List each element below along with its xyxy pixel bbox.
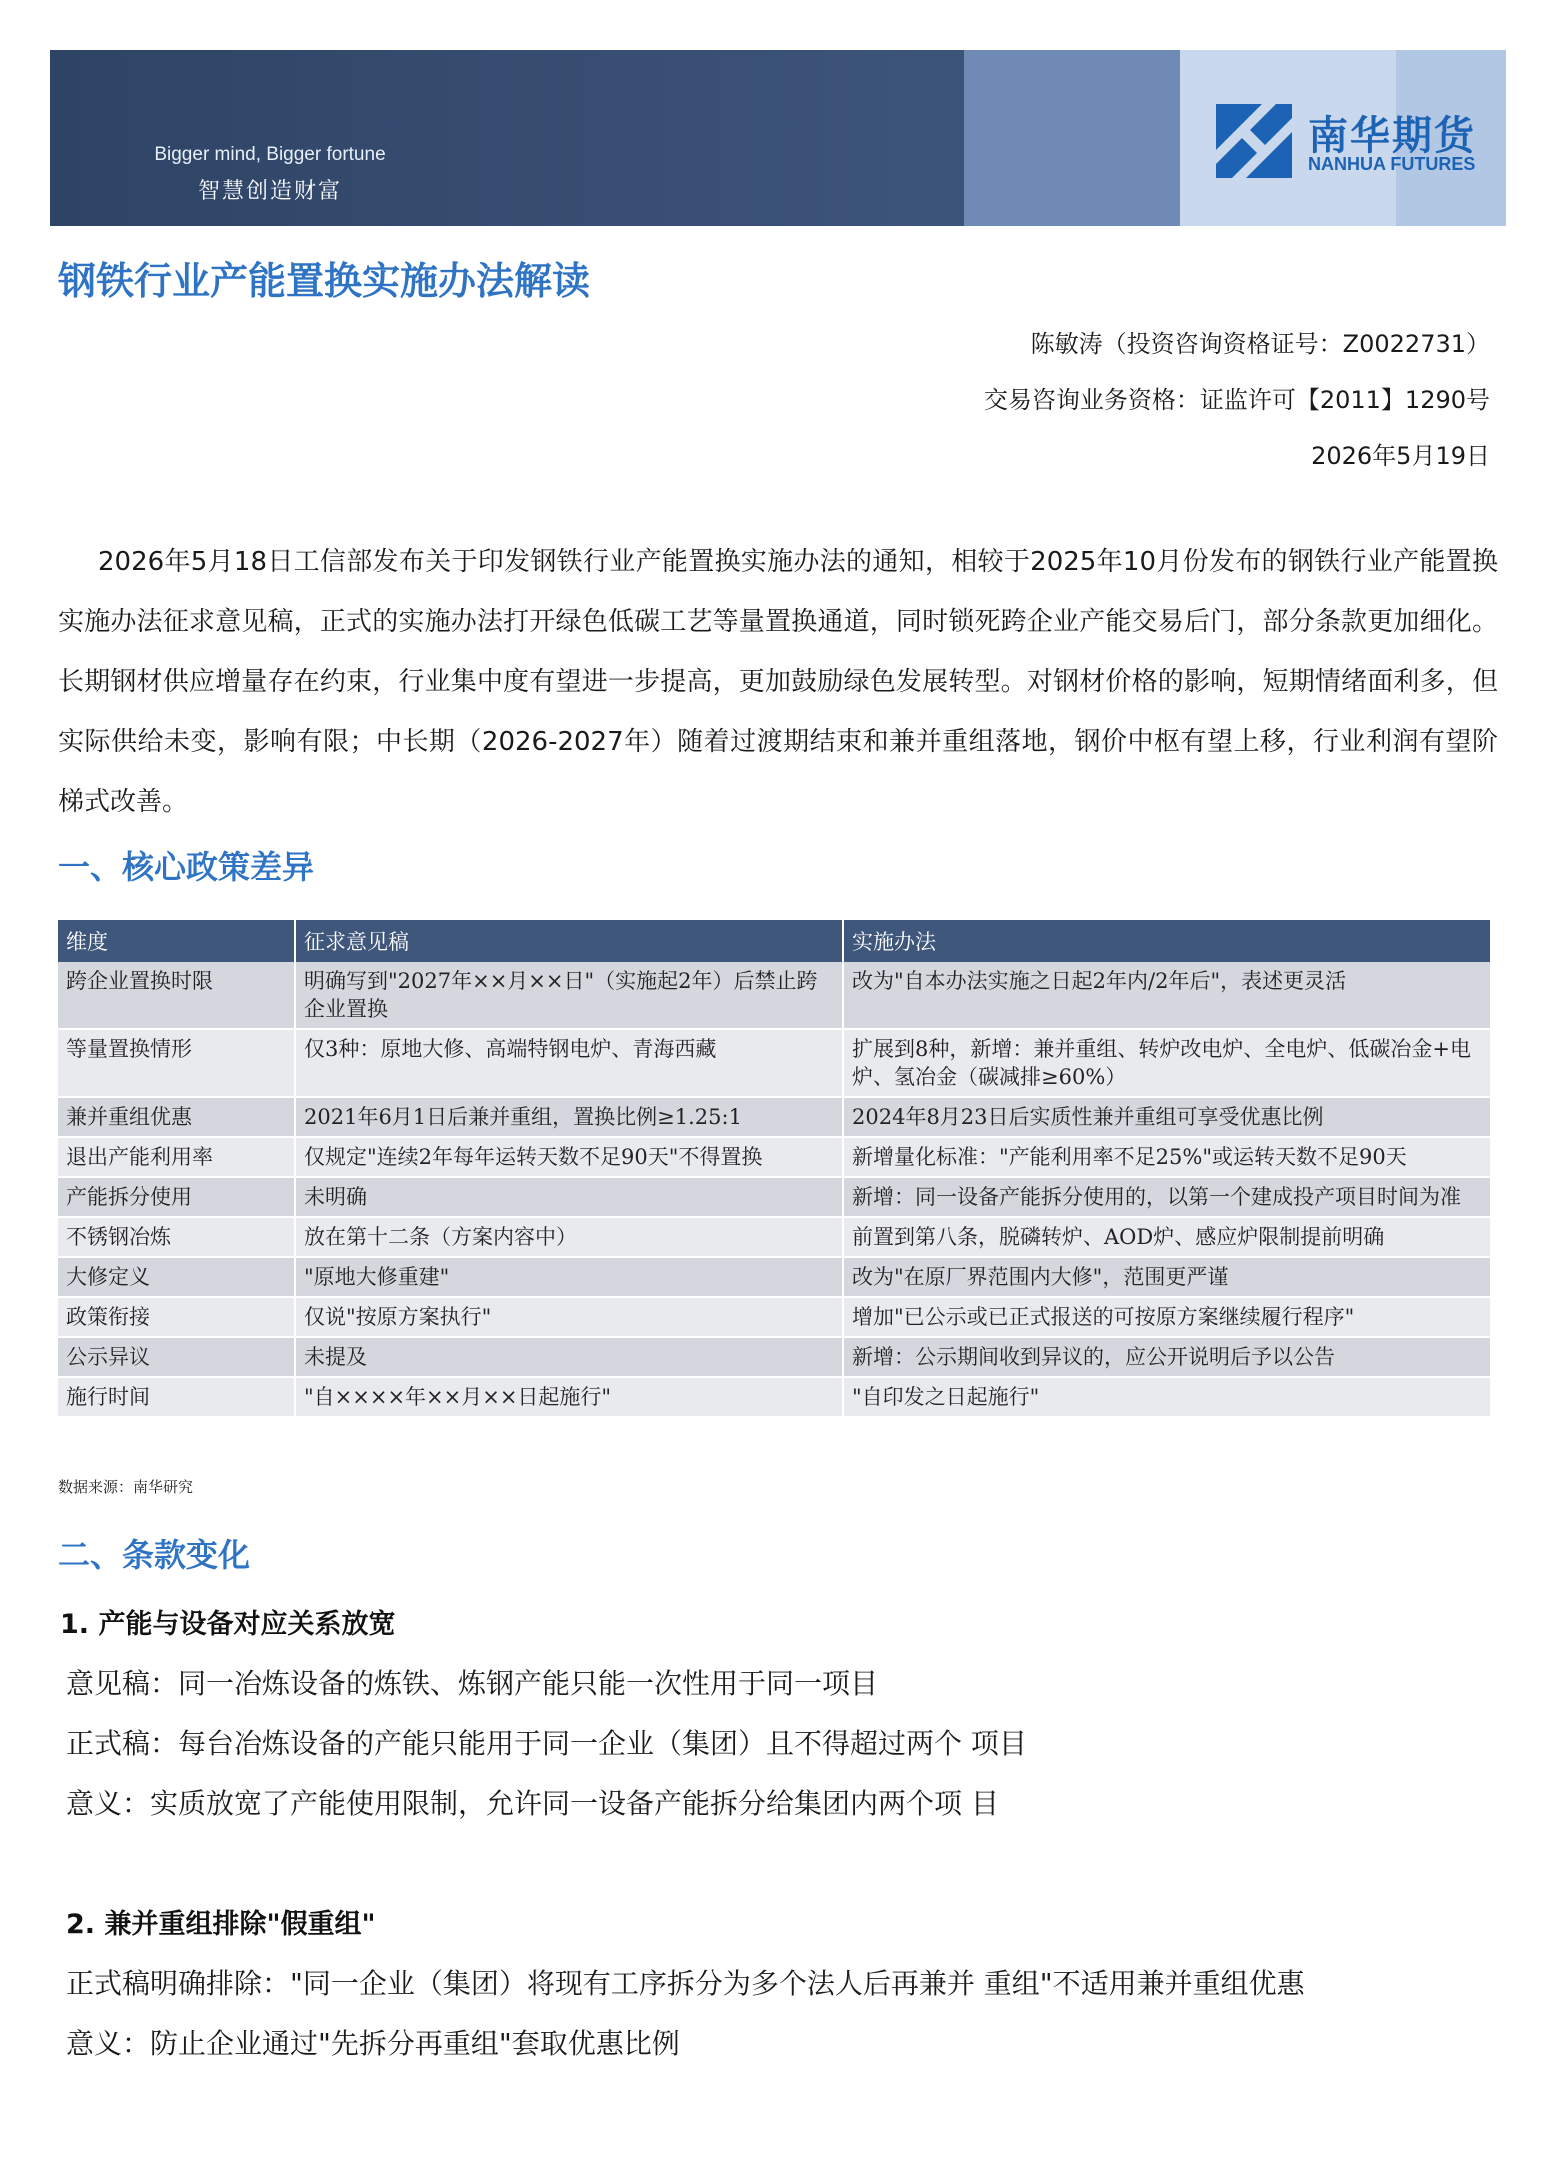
table-header-cell: 维度 bbox=[58, 920, 296, 962]
section-heading-clause-changes: 二、条款变化 bbox=[58, 1536, 251, 1574]
clause-2-final: 正式稿明确排除："同一企业（集团）将现有工序拆分为多个法人后再兼并 重组"不适用兼并重组优惠 bbox=[66, 1967, 1305, 2000]
table-cell: 增加"已公示或已正式报送的可按原方案继续履行程序" bbox=[844, 1298, 1492, 1338]
table-row bbox=[58, 1178, 1492, 1218]
table-cell: 新增：同一设备产能拆分使用的，以第一个建成投产项目时间为准 bbox=[844, 1178, 1492, 1218]
table-cell: 施行时间 bbox=[58, 1378, 296, 1418]
table-cell: 跨企业置换时限 bbox=[58, 962, 296, 1030]
table-row bbox=[58, 1298, 1492, 1338]
table-cell: 改为"自本办法实施之日起2年内/2年后"，表述更灵活 bbox=[844, 962, 1492, 1030]
table-header-cell: 征求意见稿 bbox=[296, 920, 844, 962]
intro-paragraph: 2026年5月18日工信部发布关于印发钢铁行业产能置换实施办法的通知，相较于2025年10月份发布的钢铁行业产能置换实施办法征求意见稿，正式的实施办法打开绿色低碳工艺等量置换通道，同时锁死跨企业产能交易后门，部分条款更加细化。长期钢材供应增量存在约束，行业集中度有望进一步提高，更加鼓励绿色发展转型。对钢材价格的影响，短期情绪面利多，但实际供给未变，影响有限；中长期（2026-2027年）随着过渡期结束和兼并重组落地，钢价中枢有望上移，行业利润有望阶梯式改善。 bbox=[58, 547, 1498, 817]
company-logo bbox=[1216, 104, 1516, 178]
table-cell: 2024年8月23日后实质性兼并重组可享受优惠比例 bbox=[844, 1098, 1492, 1138]
table-cell: 未提及 bbox=[296, 1338, 844, 1378]
data-source-note: 数据来源：南华研究 bbox=[58, 1478, 194, 1496]
table-cell: 仅3种：原地大修、高端特钢电炉、青海西藏 bbox=[296, 1030, 844, 1098]
section-heading-policy-differences: 一、核心政策差异 bbox=[58, 848, 315, 886]
clause-1-draft: 意见稿：同一冶炼设备的炼铁、炼钢产能只能一次性用于同一项目 bbox=[66, 1667, 879, 1700]
clause-2-title: 2. 兼并重组排除"假重组" bbox=[66, 1909, 376, 1940]
policy-comparison-table bbox=[58, 920, 1492, 1418]
banner-stripe bbox=[964, 50, 1180, 226]
clause-1-significance: 意义：实质放宽了产能使用限制，允许同一设备产能拆分给集团内两个项 目 bbox=[66, 1787, 999, 1820]
clause-1-final: 正式稿：每台冶炼设备的产能只能用于同一企业（集团）且不得超过两个 项目 bbox=[66, 1727, 1027, 1760]
table-row bbox=[58, 1338, 1492, 1378]
table-cell: 2021年6月1日后兼并重组，置换比例≥1.25:1 bbox=[296, 1098, 844, 1138]
header-banner bbox=[50, 50, 1506, 226]
table-cell: 大修定义 bbox=[58, 1258, 296, 1298]
license-line: 交易咨询业务资格：证监许可【2011】1290号 bbox=[983, 386, 1490, 414]
slogan-english: Bigger mind, Bigger fortune bbox=[154, 144, 386, 165]
table-cell: 公示异议 bbox=[58, 1338, 296, 1378]
table-header-cell: 实施办法 bbox=[844, 920, 1492, 962]
table-cell: 未明确 bbox=[296, 1178, 844, 1218]
clause-1-title: 1. 产能与设备对应关系放宽 bbox=[60, 1609, 396, 1640]
nanhua-logo-icon bbox=[1216, 104, 1292, 178]
page-title: 钢铁行业产能置换实施办法解读 bbox=[58, 259, 591, 303]
table-cell: 明确写到"2027年××月××日"（实施起2年）后禁止跨企业置换 bbox=[296, 962, 844, 1030]
table-cell: "自××××年××月××日起施行" bbox=[296, 1378, 844, 1418]
table-cell: 兼并重组优惠 bbox=[58, 1098, 296, 1138]
author-line: 陈敏涛（投资咨询资格证号：Z0022731） bbox=[1030, 330, 1490, 358]
table-cell: 退出产能利用率 bbox=[58, 1138, 296, 1178]
table-cell: 仅说"按原方案执行" bbox=[296, 1298, 844, 1338]
report-date: 2026年5月19日 bbox=[1311, 442, 1490, 470]
table-cell: 前置到第八条，脱磷转炉、AOD炉、感应炉限制提前明确 bbox=[844, 1218, 1492, 1258]
logo-chinese-name: 南华期货 bbox=[1308, 113, 1476, 159]
table-cell: 改为"在原厂界范围内大修"，范围更严谨 bbox=[844, 1258, 1492, 1298]
table-cell: 不锈钢冶炼 bbox=[58, 1218, 296, 1258]
table-cell: "自印发之日起施行" bbox=[844, 1378, 1492, 1418]
table-cell: 等量置换情形 bbox=[58, 1030, 296, 1098]
table-cell: 产能拆分使用 bbox=[58, 1178, 296, 1218]
table-row bbox=[58, 962, 1492, 1030]
slogan-chinese: 智慧创造财富 bbox=[197, 179, 342, 204]
table-cell: 仅规定"连续2年每年运转天数不足90天"不得置换 bbox=[296, 1138, 844, 1178]
table-row bbox=[58, 1138, 1492, 1178]
table-cell: 新增：公示期间收到异议的，应公开说明后予以公告 bbox=[844, 1338, 1492, 1378]
table-cell: "原地大修重建" bbox=[296, 1258, 844, 1298]
table-row bbox=[58, 1098, 1492, 1138]
table-cell: 政策衔接 bbox=[58, 1298, 296, 1338]
table-cell: 放在第十二条（方案内容中） bbox=[296, 1218, 844, 1258]
table-row bbox=[58, 1030, 1492, 1098]
table-cell: 新增量化标准："产能利用率不足25%"或运转天数不足90天 bbox=[844, 1138, 1492, 1178]
table-header-row bbox=[58, 920, 1492, 962]
logo-english-name: NANHUA FUTURES bbox=[1308, 154, 1476, 174]
table-cell: 扩展到8种，新增：兼并重组、转炉改电炉、全电炉、低碳冶金+电炉、氢冶金（碳减排≥60%） bbox=[844, 1030, 1492, 1098]
table-row bbox=[58, 1258, 1492, 1298]
clause-2-significance: 意义：防止企业通过"先拆分再重组"套取优惠比例 bbox=[66, 2027, 680, 2060]
table-row bbox=[58, 1218, 1492, 1258]
table-row bbox=[58, 1378, 1492, 1418]
